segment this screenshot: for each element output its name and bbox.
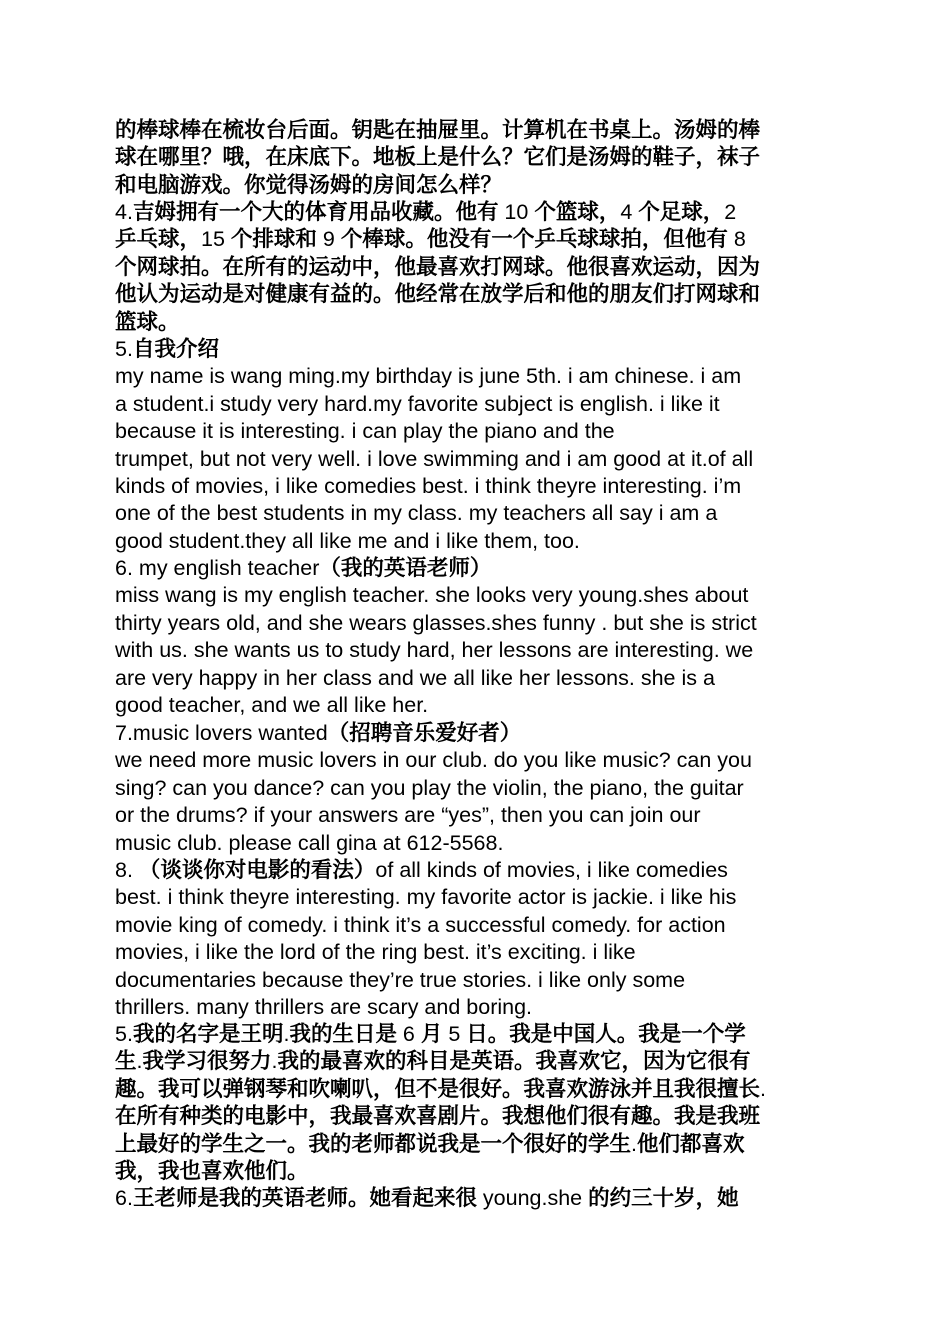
text-line: 趣。我可以弹钢琴和吹喇叭，但不是很好。我喜欢游泳并且我很擅长. <box>115 1076 766 1101</box>
text-line: one of the best students in my class. my teachers all say i am a <box>115 501 718 526</box>
text-line: kinds of movies, i like comedies best. i think theyre interesting. i’m <box>115 473 742 498</box>
text-line: miss wang is my english teacher. she looks very young.shes about <box>115 583 749 608</box>
text-line: with us. she wants us to study hard, her lessons are interesting. we <box>115 638 754 663</box>
text-line: sing? can you dance? can you play the violin, the piano, the guitar <box>115 775 744 800</box>
section-heading: 8. （谈谈你对电影的看法）of all kinds of movies, i like comedies <box>115 858 728 882</box>
text-line: my name is wang ming.my birthday is june 5th. i am chinese. i am <box>115 364 742 389</box>
section-heading: 7.music lovers wanted（招聘音乐爱好者） <box>115 721 522 745</box>
paragraph-music-lovers <box>115 720 840 857</box>
paragraph-english-teacher <box>115 555 840 719</box>
text-line: documentaries because they’re true stories. i like only some <box>115 967 686 992</box>
text-line: music club. please call gina at 612-5568. <box>115 830 504 855</box>
text-line: a student.i study very hard.my favorite subject is english. i like it <box>115 391 720 416</box>
text-line: trumpet, but not very well. i love swimming and i am good at it.of all <box>115 446 754 471</box>
text-line: good student.they all like me and i like them, too. <box>115 528 580 553</box>
text-line: or the drums? if your answers are “yes”, then you can join our <box>115 803 701 828</box>
text-line: 上最好的学生之一。我的老师都说我是一个很好的学生.他们都喜欢 <box>115 1131 745 1156</box>
text-line: thrillers. many thrillers are scary and boring. <box>115 994 533 1019</box>
text-line: 我，我也喜欢他们。 <box>115 1158 309 1183</box>
text-line: 个网球拍。在所有的运动中，他最喜欢打网球。他很喜欢运动，因为 <box>115 254 761 279</box>
text-line: thirty years old, and she wears glasses.shes funny . but she is strict <box>115 610 757 635</box>
text-line: 和电脑游戏。你觉得汤姆的房间怎么样？ <box>115 172 503 197</box>
section-heading: 6. my english teacher（我的英语老师） <box>115 556 492 580</box>
text-line: movie king of comedy. i think it’s a successful comedy. for action <box>115 912 726 937</box>
text-line: 球在哪里？哦，在床底下。地板上是什么？它们是汤姆的鞋子，袜子 <box>115 145 761 170</box>
text-line: 生.我学习很努力.我的最喜欢的科目是英语。我喜欢它，因为它很有 <box>115 1049 751 1074</box>
text-line: because it is interesting. i can play the piano and the <box>115 419 615 444</box>
text-line: 4.吉姆拥有一个大的体育用品收藏。他有 10 个篮球，4 个足球，2 <box>115 200 737 224</box>
paragraph-jim-sports-cn <box>115 199 840 336</box>
text-line: 的棒球棒在梳妆台后面。钥匙在抽屉里。计算机在书桌上。汤姆的棒 <box>115 118 761 142</box>
text-line: 6.王老师是我的英语老师。她看起来很 young.she 的约三十岁，她 <box>115 1186 739 1211</box>
text-line: 5.我的名字是王明.我的生日是 6 月 5 日。我是中国人。我是一个学 <box>115 1022 746 1046</box>
text-line: 篮球。 <box>115 309 180 334</box>
paragraph-tom-room-cn <box>115 117 840 199</box>
text-line: are very happy in her class and we all like her lessons. she is a <box>115 665 715 690</box>
text-line: 他认为运动是对健康有益的。他经常在放学后和他的朋友们打网球和 <box>115 282 761 307</box>
paragraph-translation-cn <box>115 1021 840 1213</box>
paragraph-movies <box>115 857 840 1021</box>
paragraph-self-intro <box>115 336 840 555</box>
text-line: good teacher, and we all like her. <box>115 692 429 717</box>
text-line: we need more music lovers in our club. do you like music? can you <box>115 748 752 773</box>
section-heading: 5.自我介绍 <box>115 337 219 361</box>
text-line: best. i think theyre interesting. my favorite actor is jackie. i like his <box>115 885 737 910</box>
text-line: movies, i like the lord of the ring best. it’s exciting. i like <box>115 940 636 965</box>
text-line: 乒乓球，15 个排球和 9 个棒球。他没有一个乒乓球球拍，但他有 8 <box>115 227 746 252</box>
text-line: 在所有种类的电影中，我最喜欢喜剧片。我想他们很有趣。我是我班 <box>115 1104 761 1129</box>
